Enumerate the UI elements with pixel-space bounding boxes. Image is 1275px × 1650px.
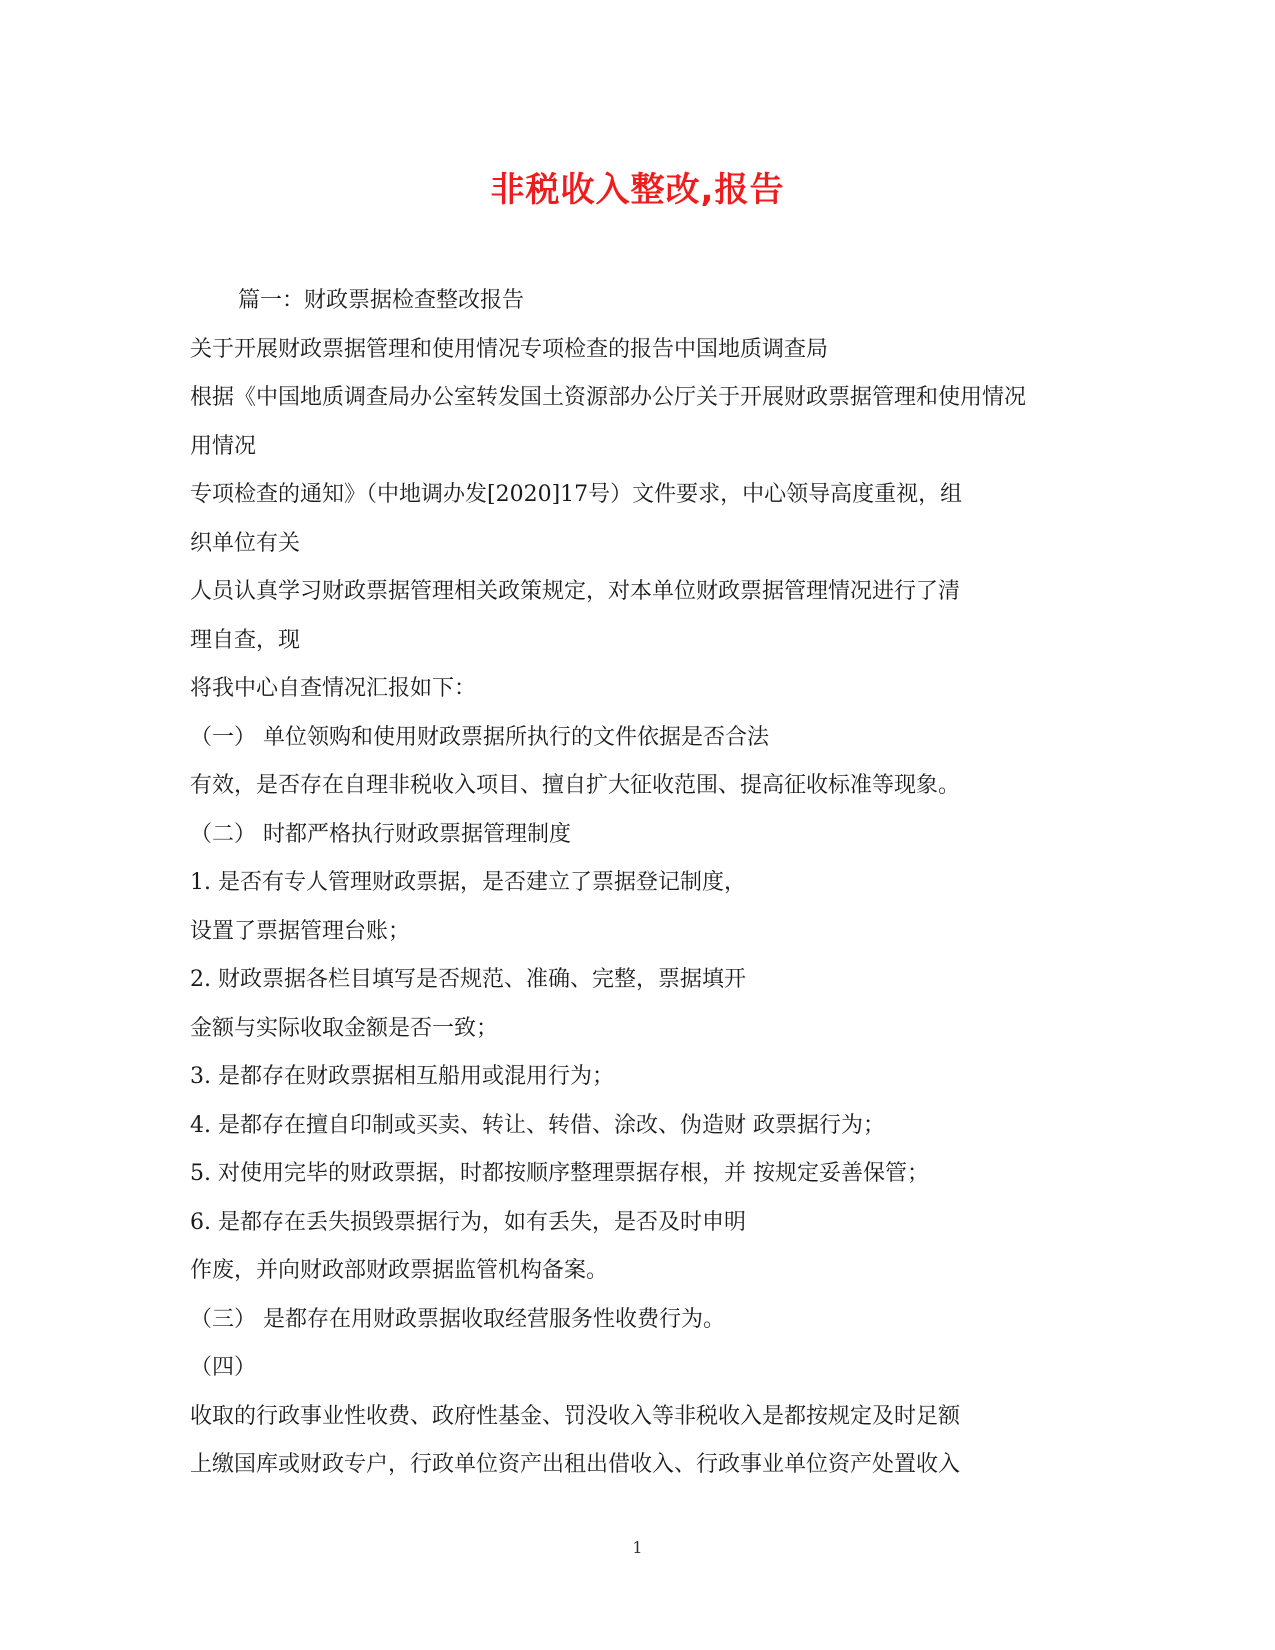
list-item: （二） 时都严格执行财政票据管理制度 (190, 821, 571, 847)
paragraph-line: 专项检查的通知》（中地调办发[2020]17号）文件要求，中心领导高度重视，组 (190, 482, 963, 507)
paragraph-line: 根据《中国地质调查局办公室转发国土资源部办公厅关于开展财政票据管理和使用情况 (190, 385, 1027, 410)
paragraph-line: 金额与实际收取金额是否一致； (190, 1015, 499, 1041)
paragraph-line: 织单位有关 (190, 530, 301, 556)
page-number: 1 (632, 1538, 643, 1557)
paragraph-line: 人员认真学习财政票据管理相关政策规定，对本单位财政票据管理情况进行了清 (190, 579, 961, 604)
paragraph-line: 设置了票据管理台账； (190, 918, 411, 944)
list-item: （三） 是都存在用财政票据收取经营服务性收费行为。 (190, 1306, 725, 1332)
list-item: 2. 财政票据各栏目填写是否规范、准确、完整，票据填开 (190, 967, 746, 992)
list-item: 6. 是都存在丢失损毁票据行为，如有丢失，是否及时申明 (190, 1209, 746, 1235)
paragraph-line: 上缴国库或财政专户，行政单位资产出租出借收入、行政事业单位资产处置收入 (190, 1452, 961, 1477)
paragraph-line: 理自查，现 (190, 627, 301, 653)
report-title-line: 关于开展财政票据管理和使用情况专项检查的报告中国地质调查局 (190, 336, 829, 362)
paragraph-line: 将我中心自查情况汇报如下： (190, 676, 477, 701)
list-item: （四） (190, 1355, 257, 1380)
list-item: 4. 是都存在擅自印制或买卖、转让、转借、涂改、伪造财 政票据行为； (190, 1112, 885, 1138)
paragraph-line: 收取的行政事业性收费、政府性基金、罚没收入等非税收入是都按规定及时足额 (190, 1403, 961, 1429)
list-item: 1. 是否有专人管理财政票据，是否建立了票据登记制度， (190, 870, 746, 895)
list-item: （一） 单位领购和使用财政票据所执行的文件依据是否合法 (190, 724, 769, 750)
document-title: 非税收入整改,报告 (490, 170, 785, 210)
paragraph-line: 有效，是否存在自理非税收入项目、擅自扩大征收范围、提高征收标准等现象。 (190, 773, 961, 798)
list-item: 3. 是都存在财政票据相互船用或混用行为； (190, 1064, 614, 1089)
list-item: 5. 对使用完毕的财政票据，时都按顺序整理票据存根，并 按规定妥善保管； (190, 1161, 929, 1186)
section-heading: 篇一：财政票据检查整改报告 (238, 288, 525, 313)
document-body (190, 277, 1070, 1490)
paragraph-line: 用情况 (190, 433, 257, 459)
paragraph-line: 作废，并向财政部财政票据监管机构备案。 (190, 1258, 609, 1283)
